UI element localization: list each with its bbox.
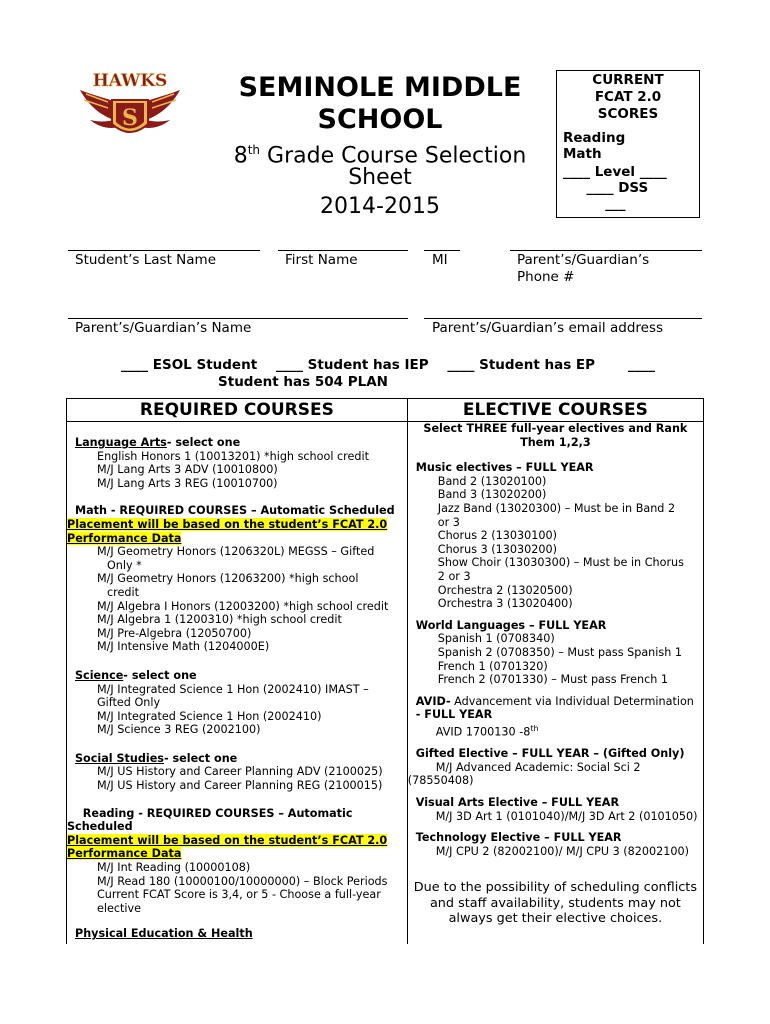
course-option[interactable]: M/J Science 3 REG (2002100) bbox=[97, 723, 261, 737]
elective-option[interactable]: Jazz Band (13020300) – Must be in Band 2 bbox=[437, 501, 676, 515]
elective-option-cont: or 3 bbox=[437, 515, 460, 529]
elective-column bbox=[407, 422, 703, 945]
course-option[interactable]: M/J Integrated Science 1 Hon (2002410) IMAST – bbox=[97, 682, 369, 696]
course-option[interactable]: M/J US History and Career Planning REG (2100015) bbox=[97, 779, 383, 793]
math-title: Math - REQUIRED COURSES – Automatic Scheduled bbox=[75, 504, 395, 518]
gifted-title: Gifted Elective – FULL YEAR – (Gifted Only) bbox=[415, 747, 685, 761]
phone-line[interactable] bbox=[510, 250, 702, 251]
scheduling-note-3: always get their elective choices. bbox=[448, 911, 663, 927]
scheduling-note-2: and staff availability, students may not bbox=[429, 895, 681, 911]
elective-option[interactable]: French 2 (0701330) – Must pass French 1 bbox=[437, 673, 668, 687]
elective-option-cont: (78550408) bbox=[407, 774, 474, 788]
science-title: Science- select one bbox=[75, 668, 197, 682]
school-year: 2014-2015 bbox=[320, 194, 440, 219]
phone-label-2: Phone # bbox=[517, 269, 575, 285]
elective-option-cont: 2 or 3 bbox=[437, 569, 471, 583]
elective-option[interactable]: Spanish 2 (0708350) – Must pass Spanish 1 bbox=[437, 645, 682, 659]
math-placement-note: Placement will be based on the student’s FCAT 2.0 bbox=[67, 517, 388, 531]
phone-label: Parent’s/Guardian’s bbox=[517, 252, 650, 268]
language-arts-title: Language Arts- select one bbox=[75, 436, 241, 449]
course-option[interactable]: English Honors 1 (10013201) *high school credit bbox=[97, 449, 369, 463]
course-option[interactable]: M/J Geometry Honors (12063200) *high school bbox=[97, 572, 359, 586]
elective-option[interactable]: Orchestra 3 (13020400) bbox=[437, 597, 573, 611]
reading-title: Reading - REQUIRED COURSES – Automatic bbox=[75, 806, 353, 820]
elective-option[interactable]: Chorus 2 (13030100) bbox=[437, 529, 557, 543]
first-name-line[interactable] bbox=[278, 250, 408, 251]
scores-heading: CURRENT bbox=[592, 72, 664, 88]
elective-option[interactable]: Show Choir (13030300) – Must be in Chorus bbox=[437, 556, 684, 570]
elective-heading: ELECTIVE COURSES bbox=[407, 399, 703, 422]
scores-blank: ___ bbox=[563, 196, 626, 212]
course-option[interactable]: Current FCAT Score is 3,4, or 5 - Choose a full-year bbox=[97, 888, 381, 902]
math-placement-note-2: Performance Data bbox=[67, 531, 182, 545]
elective-option[interactable]: M/J 3D Art 1 (0101040)/M/J 3D Art 2 (0101050) bbox=[435, 809, 698, 823]
reading-title-2: Scheduled bbox=[67, 820, 133, 834]
avid-full-year: - FULL YEAR bbox=[415, 708, 493, 722]
elective-option[interactable]: Band 2 (13020100) bbox=[437, 474, 547, 488]
visual-arts-title: Visual Arts Elective – FULL YEAR bbox=[415, 795, 620, 809]
course-option[interactable]: M/J US History and Career Planning ADV (2100025) bbox=[97, 765, 383, 779]
course-option[interactable]: M/J Geometry Honors (1206320L) MEGSS – Gifted bbox=[97, 545, 375, 559]
course-option[interactable]: M/J Integrated Science 1 Hon (2002410) bbox=[97, 709, 322, 723]
first-name-label: First Name bbox=[285, 252, 358, 268]
status-flags: ____ ESOL Student ____ Student has IEP ____ Student has EP ____ bbox=[121, 357, 655, 373]
elective-option[interactable]: Orchestra 2 (13020500) bbox=[437, 583, 573, 597]
social-studies-title: Social Studies- select one bbox=[75, 751, 238, 765]
required-heading: REQUIRED COURSES bbox=[67, 399, 408, 422]
svg-text:S: S bbox=[122, 105, 138, 131]
pe-health-title: Physical Education & Health bbox=[75, 927, 253, 941]
scheduling-note: Due to the possibility of scheduling conflicts bbox=[413, 880, 697, 896]
course-option[interactable]: M/J Algebra 1 (1200310) *high school credit bbox=[97, 613, 342, 627]
scores-dss: ____ DSS bbox=[563, 180, 649, 196]
elective-option[interactable]: M/J Advanced Academic: Social Sci 2 bbox=[435, 760, 641, 774]
svg-text:HAWKS: HAWKS bbox=[92, 71, 168, 91]
elective-option[interactable]: AVID 1700130 -8th bbox=[435, 723, 539, 739]
mi-label: MI bbox=[432, 252, 448, 268]
subtitle-line2: Sheet bbox=[348, 165, 412, 190]
email-line[interactable] bbox=[424, 318, 702, 319]
course-option[interactable]: M/J Lang Arts 3 REG (10010700) bbox=[97, 476, 278, 490]
elective-intro-2: Them 1,2,3 bbox=[520, 435, 591, 449]
scores-math: Math bbox=[563, 146, 602, 162]
course-option-cont: Only * bbox=[107, 558, 142, 572]
last-name-label: Student’s Last Name bbox=[75, 252, 216, 268]
elective-option[interactable]: M/J CPU 2 (82002100)/ M/J CPU 3 (82002100) bbox=[435, 844, 689, 858]
email-label: Parent’s/Guardian’s email address bbox=[432, 320, 664, 336]
fcat-scores-box bbox=[556, 70, 700, 218]
hawks-logo bbox=[78, 70, 182, 144]
course-option[interactable]: M/J Lang Arts 3 ADV (10010800) bbox=[97, 463, 278, 477]
scores-level: ____ Level ____ bbox=[563, 164, 667, 180]
course-option[interactable]: M/J Read 180 (10000100/10000000) – Block Periods bbox=[97, 874, 388, 888]
world-languages-title: World Languages – FULL YEAR bbox=[415, 618, 607, 632]
elective-option[interactable]: French 1 (0701320) bbox=[437, 659, 548, 673]
school-name-line1: SEMINOLE MIDDLE bbox=[238, 72, 522, 103]
subtitle-line1: 8th Grade Course Selection bbox=[233, 143, 527, 169]
reading-placement-note: Placement will be based on the student’s FCAT 2.0 bbox=[67, 833, 388, 847]
mi-line[interactable] bbox=[424, 250, 460, 251]
elective-intro: Select THREE full-year electives and Rank bbox=[423, 422, 688, 435]
reading-placement-note-2: Performance Data bbox=[67, 847, 182, 861]
courses-table bbox=[66, 398, 704, 944]
last-name-line[interactable] bbox=[68, 250, 260, 251]
course-option[interactable]: M/J Intensive Math (1204000E) bbox=[97, 640, 270, 654]
elective-option[interactable]: Band 3 (13020200) bbox=[437, 488, 547, 502]
status-flag-504: Student has 504 PLAN bbox=[218, 374, 388, 390]
music-title: Music electives – FULL YEAR bbox=[415, 461, 594, 475]
course-option[interactable]: M/J Algebra I Honors (12003200) *high school credit bbox=[97, 599, 389, 613]
course-option-cont: credit bbox=[107, 585, 139, 599]
course-option-cont: Gifted Only bbox=[97, 696, 161, 710]
elective-option[interactable]: Chorus 3 (13030200) bbox=[437, 542, 557, 556]
course-option[interactable]: M/J Pre-Algebra (12050700) bbox=[97, 626, 252, 640]
scores-heading-3: SCORES bbox=[597, 106, 659, 122]
school-name-line2: SCHOOL bbox=[317, 104, 443, 135]
avid-title: AVID- Advancement via Individual Determination bbox=[415, 694, 694, 708]
required-column bbox=[67, 422, 408, 945]
elective-option[interactable]: Spanish 1 (0708340) bbox=[437, 632, 555, 646]
scores-heading-2: FCAT 2.0 bbox=[594, 89, 662, 105]
course-option[interactable]: M/J Int Reading (10000108) bbox=[97, 861, 251, 875]
guardian-name-label: Parent’s/Guardian’s Name bbox=[75, 320, 252, 336]
scores-reading: Reading bbox=[563, 130, 626, 146]
course-option-cont: elective bbox=[97, 901, 142, 915]
guardian-name-line[interactable] bbox=[68, 318, 408, 319]
technology-title: Technology Elective – FULL YEAR bbox=[415, 831, 622, 845]
